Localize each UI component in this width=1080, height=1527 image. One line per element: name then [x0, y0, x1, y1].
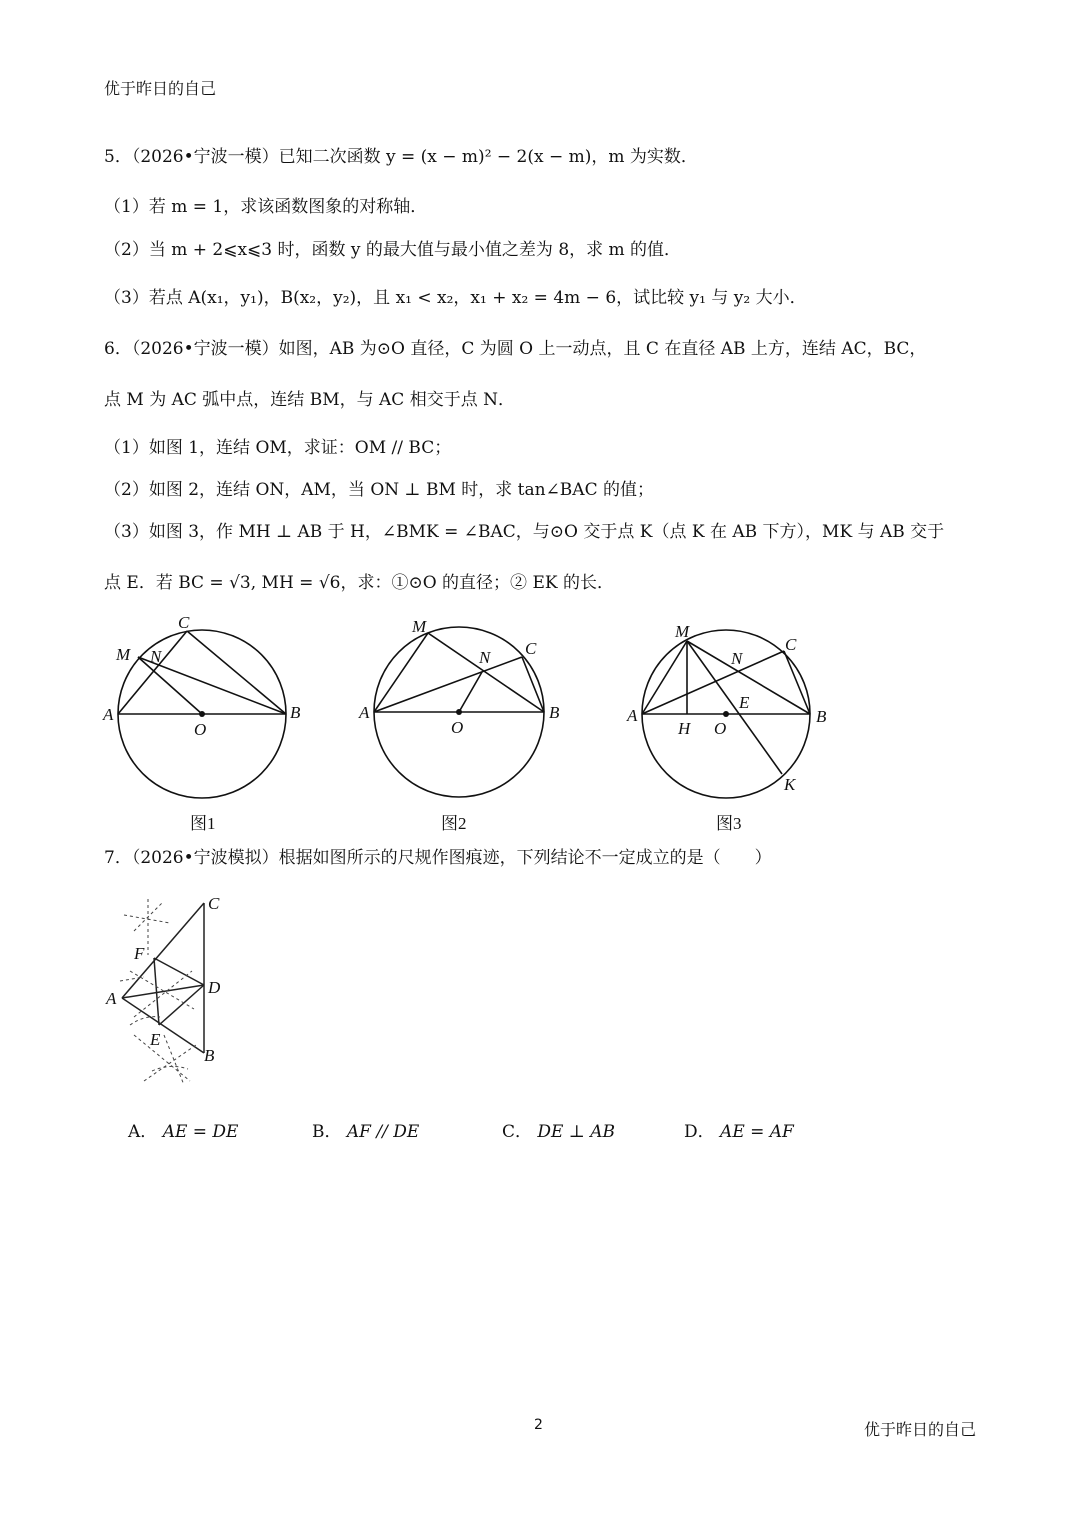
q7-label-c: C — [208, 894, 220, 913]
fig1-label-n: N — [150, 647, 162, 666]
q7-label-e: E — [150, 1030, 161, 1049]
fig2-line-am — [374, 633, 428, 712]
fig2-label-o: O — [451, 718, 464, 737]
q6-stem-line1: 6．（2026•宁波一模）如图，AB 为⊙O 直径，C 为圆 O 上一动点，且 C 在直径 AB 上方，连结 AC，BC， — [104, 339, 927, 359]
fig1-caption: 图1 — [190, 814, 216, 833]
fig1-label-m: M — [116, 645, 131, 664]
q7-option-b-letter: B． — [312, 1122, 342, 1142]
q7-option-d[interactable] — [684, 1117, 794, 1142]
q5-part2: （2）当 m + 2⩽x⩽3 时，函数 y 的最大值与最小值之差为 8，求 m 的值． — [104, 240, 682, 260]
q7-figure — [104, 885, 244, 1095]
fig2-label-n: N — [479, 648, 491, 667]
q5-part1: （1）若 m = 1，求该函数图象的对称轴． — [104, 197, 428, 217]
fig3-label-k: K — [784, 775, 796, 794]
q7-stem: 7．（2026•宁波模拟）根据如图所示的尺规作图痕迹，下列结论不一定成立的是（ ） — [104, 848, 772, 868]
q7-option-b-text: AF // DE — [346, 1122, 420, 1142]
q7-option-c-text: DE ⊥ AB — [537, 1122, 616, 1142]
q7-option-a[interactable] — [128, 1117, 238, 1142]
fig3-line-am — [642, 641, 687, 714]
q7-label-b: B — [204, 1046, 215, 1065]
q5-stem: 5．（2026•宁波一模）已知二次函数 y = (x − m)² − 2(x − m)，m 为实数． — [104, 147, 698, 167]
footer-motto: 优于昨日的自己 — [864, 1420, 977, 1439]
fig3-center-dot — [723, 711, 729, 717]
fig3-label-b: B — [816, 707, 827, 726]
fig3-label-e: E — [739, 693, 750, 712]
q6-part1: （1）如图 1，连结 OM，求证：OM // BC； — [104, 438, 452, 458]
q7-option-c-letter: C． — [502, 1122, 533, 1142]
fig1-line-bc — [187, 631, 286, 714]
fig2-label-b: B — [549, 703, 560, 722]
fig1-label-c: C — [178, 613, 190, 632]
fig2-caption: 图2 — [441, 814, 467, 833]
q7-label-d: D — [208, 978, 221, 997]
fig2-label-a: A — [359, 703, 370, 722]
q6-part3-line2: 点 E．若 BC = √3, MH = √6，求：①⊙O 的直径；② EK 的长． — [104, 573, 614, 593]
fig1-label-a: A — [103, 705, 114, 724]
fig3-label-a: A — [627, 706, 638, 725]
fig3-label-m: M — [675, 622, 690, 641]
q6-part3-line1: （3）如图 3，作 MH ⊥ AB 于 H，∠BMK = ∠BAC，与⊙O 交于点 K（点 K 在 AB 下方），MK 与 AB 交于 — [104, 522, 945, 542]
fig3-line-ac — [642, 651, 784, 714]
q7-label-f: F — [134, 944, 145, 963]
q7-line-fd — [154, 958, 204, 985]
fig3-label-o: O — [714, 719, 727, 738]
fig3-line-bc — [784, 651, 810, 714]
fig3-caption: 图3 — [716, 814, 742, 833]
fig2-line-ac — [374, 657, 522, 712]
q7-option-a-letter: A． — [128, 1122, 158, 1142]
q6-stem-line2: 点 M 为 AC 弧中点，连结 BM，与 AC 相交于点 N． — [104, 390, 515, 410]
fig1-center-dot — [199, 711, 205, 717]
q7-label-a: A — [106, 989, 117, 1008]
fig1-line-om — [138, 657, 202, 714]
fig1-label-b: B — [290, 703, 301, 722]
fig3-label-c: C — [785, 635, 797, 654]
q7-option-a-text: AE = DE — [162, 1122, 239, 1142]
fig2-label-m: M — [412, 617, 427, 636]
q7-option-d-letter: D． — [684, 1122, 715, 1142]
q6-part2: （2）如图 2，连结 ON，AM，当 ON ⊥ BM 时，求 tan∠BAC 的值； — [104, 480, 654, 500]
q7-option-c[interactable] — [502, 1117, 615, 1142]
header-motto: 优于昨日的自己 — [104, 79, 217, 98]
fig2-label-c: C — [525, 639, 537, 658]
fig2-center-dot — [456, 709, 462, 715]
fig2-line-on — [459, 672, 482, 712]
page-number: 2 — [534, 1417, 543, 1433]
fig3-label-n: N — [731, 649, 743, 668]
q7-option-d-text: AE = AF — [720, 1122, 794, 1142]
fig1-label-o: O — [194, 720, 207, 739]
q6-figures — [0, 600, 1080, 840]
q5-part3: （3）若点 A(x₁，y₁)，B(x₂，y₂)，且 x₁ < x₂，x₁ + x₂ = 4m − 6，试比较 y₁ 与 y₂ 大小． — [104, 288, 807, 308]
fig3-label-h: H — [678, 719, 691, 738]
q7-option-b[interactable] — [312, 1117, 419, 1142]
q7-side-ab — [122, 998, 204, 1053]
